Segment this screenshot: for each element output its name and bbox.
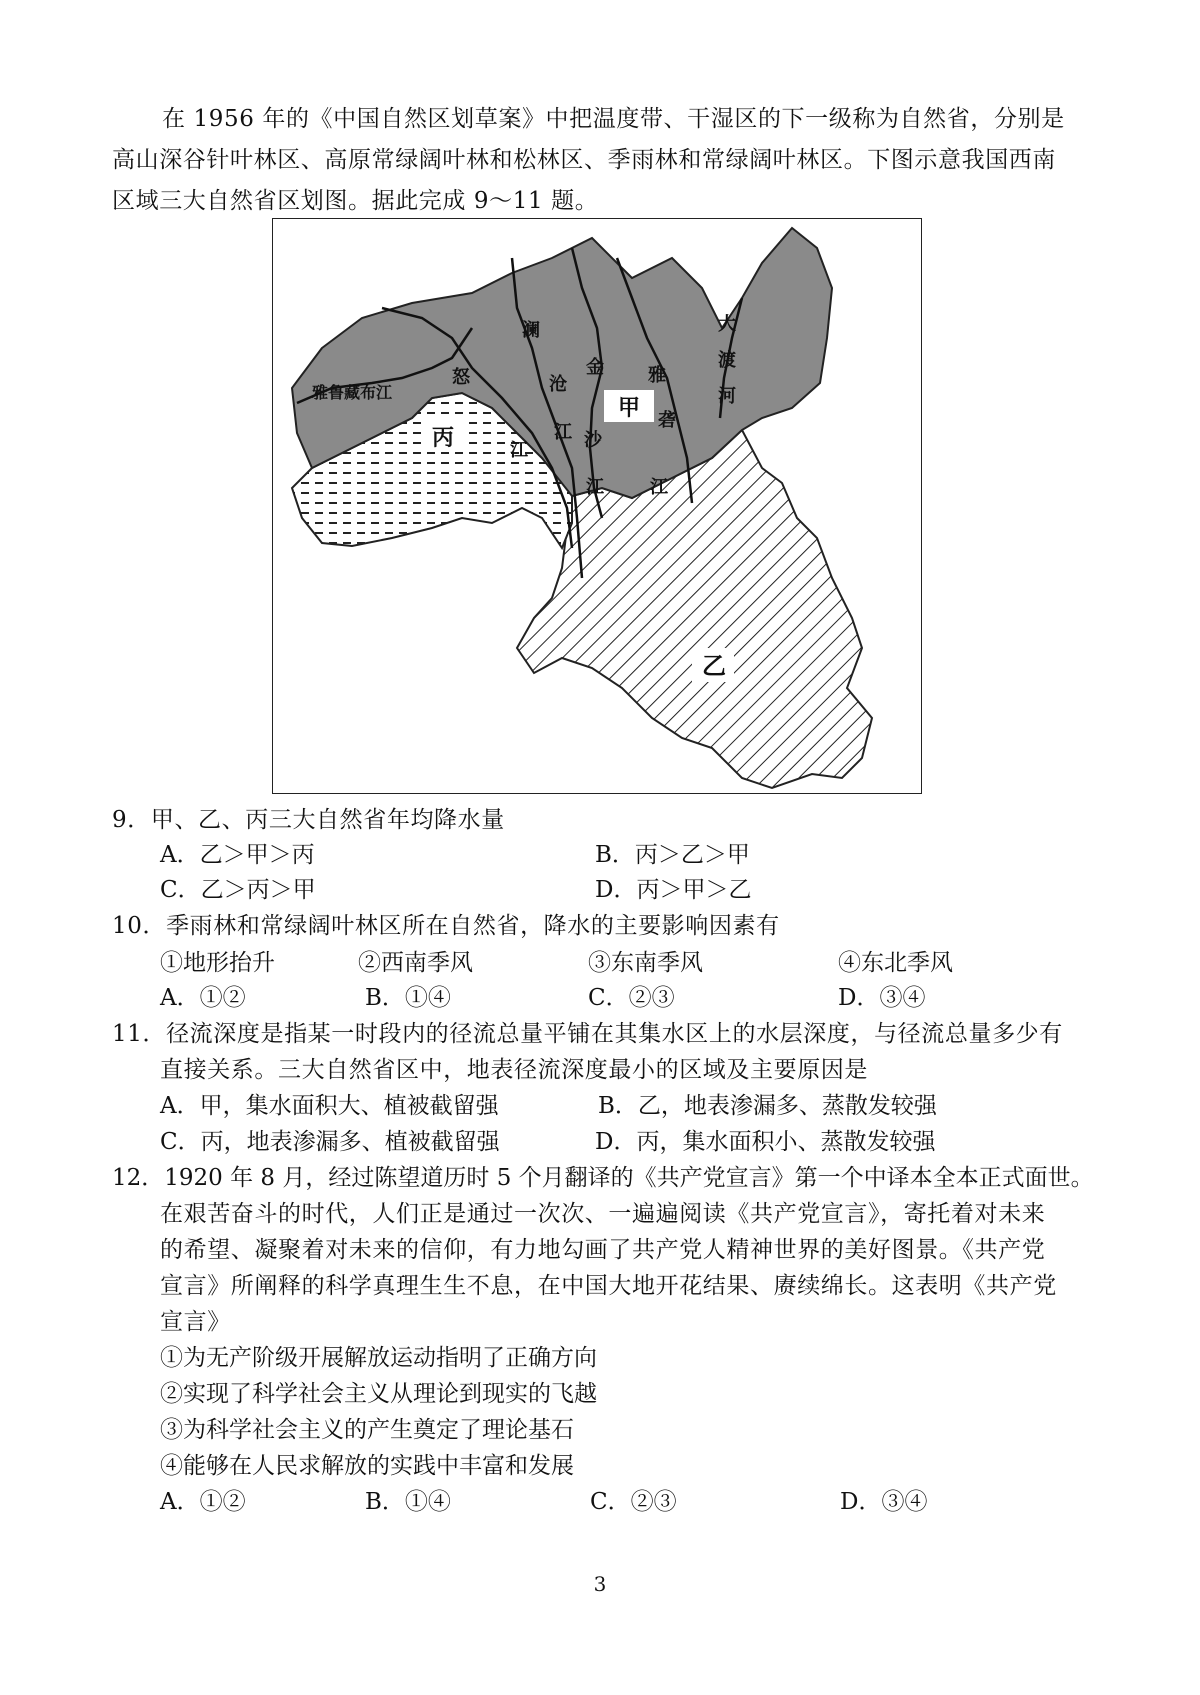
intro-line-1: 在 1956 年的《中国自然区划草案》中把温度带、干湿区的下一级称为自然省，分别是 [162, 106, 1065, 132]
q12-item-1: ①为无产阶级开展解放运动指明了正确方向 [160, 1345, 597, 1371]
q11-stem-line-2: 直接关系。三大自然省区中，地表径流深度最小的区域及主要原因是 [160, 1057, 868, 1083]
nu-river-label-1: 怒 [452, 367, 470, 388]
region-yi-label: 乙 [702, 651, 726, 680]
q10-stem-text: 季雨林和常绿阔叶林区所在自然省，降水的主要影响因素有 [166, 913, 780, 939]
dadu-river-label-2: 渡 [718, 350, 736, 371]
q9-stem [112, 805, 505, 835]
dadu-river-label-3: 河 [718, 386, 736, 407]
page-number: 3 [593, 1572, 607, 1596]
yalong-river-label-1: 雅 [648, 365, 666, 386]
q9-option-d: D．丙＞甲＞乙 [595, 877, 752, 903]
lancang-river-label-2: 沧 [549, 374, 567, 395]
intro-line-3: 区域三大自然省区划图。据此完成 9～11 题。 [112, 188, 599, 214]
q10-option-b: B．①④ [365, 985, 451, 1011]
q12-stem-line-3: 的希望、凝聚着对未来的信仰，有力地勾画了共产党人精神世界的美好图景。《共产党 [160, 1237, 1046, 1263]
q11-option-a: A．甲，集水面积大、植被截留强 [160, 1093, 499, 1119]
q12-option-d: D．③④ [840, 1489, 928, 1515]
q12-stem-text-1: 1920 年 8 月，经过陈望道历时 5 个月翻译的《共产党宣言》第一个中译本全本正式面世。 [164, 1165, 1094, 1191]
q12-option-c: C．②③ [590, 1489, 677, 1515]
q12-option-b: B．①④ [365, 1489, 451, 1515]
nu-river-label-2: 江 [510, 440, 528, 461]
q11-stem-line-1 [112, 1019, 1063, 1049]
jinsha-river-label-3: 江 [586, 477, 604, 498]
q9-option-a: A．乙＞甲＞丙 [160, 842, 315, 868]
q10-number: 10． [112, 913, 167, 939]
q12-stem-line-2: 在艰苦奋斗的时代，人们正是通过一次次、一遍遍阅读《共产党宣言》，寄托着对未来 [160, 1201, 1046, 1227]
jinsha-river-label-2: 沙 [584, 430, 602, 451]
q10-stem [112, 911, 780, 941]
q10-item-4: ④东北季风 [838, 950, 953, 976]
q9-number: 9． [112, 807, 151, 833]
region-bing-label: 丙 [432, 425, 455, 451]
jinsha-river-label-1: 金 [586, 357, 604, 378]
southwest-natural-province-map [272, 218, 922, 794]
q9-stem-text: 甲、乙、丙三大自然省年均降水量 [150, 807, 505, 833]
q9-option-b: B．丙＞乙＞甲 [595, 842, 750, 868]
q11-option-d: D．丙，集水面积小、蒸散发较强 [595, 1129, 936, 1155]
q12-item-4: ④能够在人民求解放的实践中丰富和发展 [160, 1453, 574, 1479]
q10-option-c: C．②③ [588, 985, 675, 1011]
q11-option-c: C．丙，地表渗漏多、植被截留强 [160, 1129, 500, 1155]
q9-option-c: C．乙＞丙＞甲 [160, 877, 316, 903]
region-jia-label: 甲 [618, 395, 641, 421]
lancang-river-label-3: 江 [554, 422, 572, 443]
q12-item-3: ③为科学社会主义的产生奠定了理论基石 [160, 1417, 574, 1443]
q11-number: 11． [112, 1021, 167, 1047]
q11-stem-text-1: 径流深度是指某一时段内的径流总量平铺在其集水区上的水层深度，与径流总量多少有 [166, 1021, 1063, 1047]
yalong-river-label-2: 砻 [658, 410, 676, 431]
lancang-river-label-1: 澜 [522, 320, 540, 341]
q10-option-d: D．③④ [838, 985, 926, 1011]
intro-line-2: 高山深谷针叶林区、高原常绿阔叶林和松林区、季雨林和常绿阔叶林区。下图示意我国西南 [112, 147, 1056, 173]
yalong-river-label-3: 江 [650, 477, 668, 498]
yarlung-river-label: 雅鲁藏布江 [312, 383, 393, 402]
q10-option-a: A．①② [160, 985, 246, 1011]
dadu-river-label-1: 大 [718, 314, 736, 335]
q11-option-b: B．乙，地表渗漏多、蒸散发较强 [598, 1093, 937, 1119]
q10-item-2: ②西南季风 [358, 950, 473, 976]
q12-option-a: A．①② [160, 1489, 246, 1515]
q12-stem-line-4: 宣言》所阐释的科学真理生生不息，在中国大地开花结果、赓续绵长。这表明《共产党 [160, 1273, 1057, 1299]
q12-number: 12． [112, 1165, 165, 1191]
q12-stem-line-5: 宣言》 [160, 1309, 231, 1335]
q10-item-1: ①地形抬升 [160, 950, 275, 976]
q12-stem-line-1 [112, 1163, 1094, 1193]
q10-item-3: ③东南季风 [588, 950, 703, 976]
q12-item-2: ②实现了科学社会主义从理论到现实的飞越 [160, 1381, 597, 1407]
